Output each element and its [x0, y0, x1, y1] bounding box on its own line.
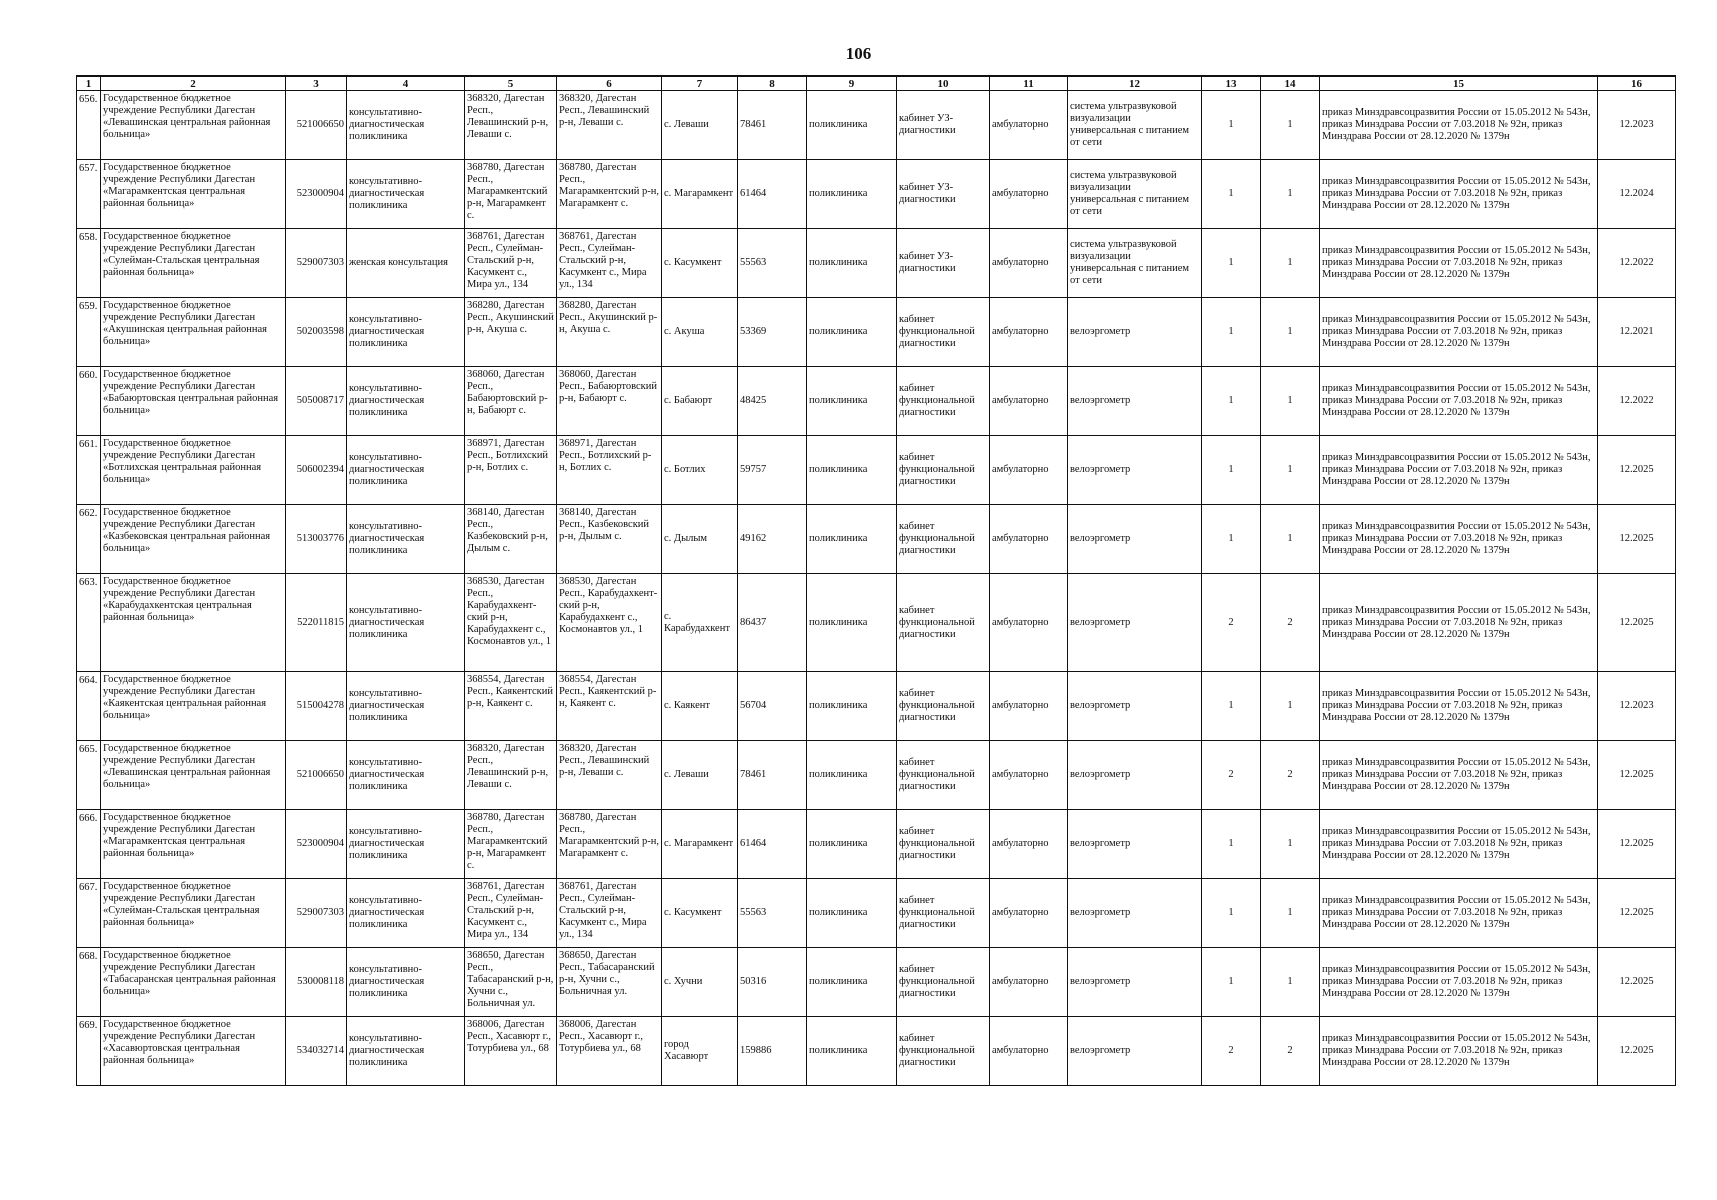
inn-code: 521006650	[286, 741, 347, 810]
room-name: кабинет УЗ-диагностики	[897, 91, 990, 160]
legal-address: 368320, Дагестан Респ., Левашинский р-н, Леваши с.	[465, 741, 557, 810]
locality: с. Леваши	[662, 741, 738, 810]
equipment-name: велоэргометр	[1068, 810, 1202, 879]
actual-address: 368780, Дагестан Респ., Магарамкентский р-н, Магарамкент с.	[557, 810, 662, 879]
locality: с. Леваши	[662, 91, 738, 160]
col-header: 16	[1598, 76, 1676, 91]
deadline-date: 12.2025	[1598, 879, 1676, 948]
organization-name: Государственное бюджетное учреждение Республики Дагестан «Казбековская центральная районная больница»	[101, 505, 286, 574]
actual-address: 368006, Дагестан Респ., Хасавюрт г., Тотурбиева ул., 68	[557, 1017, 662, 1086]
locality: с. Магарамкент	[662, 810, 738, 879]
table-row	[77, 879, 1676, 948]
inn-code: 529007303	[286, 229, 347, 298]
inn-code: 505008717	[286, 367, 347, 436]
settlement-code: 78461	[738, 91, 807, 160]
col-header: 7	[662, 76, 738, 91]
col-header: 10	[897, 76, 990, 91]
organization-name: Государственное бюджетное учреждение Республики Дагестан «Табасаранская центральная районная больница»	[101, 948, 286, 1017]
row-number: 663.	[77, 574, 101, 672]
table-row	[77, 436, 1676, 505]
settlement-code: 49162	[738, 505, 807, 574]
legal-address: 368140, Дагестан Респ., Казбековский р-н, Дылым с.	[465, 505, 557, 574]
equipment-name: велоэргометр	[1068, 948, 1202, 1017]
room-name: кабинет УЗ-диагностики	[897, 229, 990, 298]
row-number: 667.	[77, 879, 101, 948]
table-row	[77, 810, 1676, 879]
actual-address: 368530, Дагестан Респ., Карабудахкент-ский р-н, Карабудахкент с., Космонавтов ул., 1	[557, 574, 662, 672]
deadline-date: 12.2022	[1598, 229, 1676, 298]
equipment-name: система ультразвуковой визуализации универсальная с питанием от сети	[1068, 229, 1202, 298]
row-number: 657.	[77, 160, 101, 229]
actual-address: 368971, Дагестан Респ., Ботлихский р-н, Ботлих с.	[557, 436, 662, 505]
table-body	[77, 91, 1676, 1086]
unit-name: консультативно-диагностическая поликлиника	[347, 367, 465, 436]
row-number: 660.	[77, 367, 101, 436]
inn-code: 502003598	[286, 298, 347, 367]
row-number: 656.	[77, 91, 101, 160]
quantity-required: 2	[1202, 741, 1261, 810]
room-name: кабинет функциональной диагностики	[897, 436, 990, 505]
inn-code: 530008118	[286, 948, 347, 1017]
col-header: 15	[1320, 76, 1598, 91]
header-row	[77, 76, 1676, 91]
inn-code: 515004278	[286, 672, 347, 741]
organization-name: Государственное бюджетное учреждение Республики Дагестан «Ботлихская центральная районная больница»	[101, 436, 286, 505]
deadline-date: 12.2023	[1598, 672, 1676, 741]
actual-address: 368650, Дагестан Респ., Табасаранский р-н, Хучни с., Больничная ул.	[557, 948, 662, 1017]
col-header: 6	[557, 76, 662, 91]
quantity-required: 1	[1202, 160, 1261, 229]
quantity-planned: 2	[1261, 741, 1320, 810]
organization-name: Государственное бюджетное учреждение Республики Дагестан «Левашинская центральная районная больница»	[101, 741, 286, 810]
equipment-name: велоэргометр	[1068, 505, 1202, 574]
col-header: 8	[738, 76, 807, 91]
unit-name: консультативно-диагностическая поликлиника	[347, 741, 465, 810]
table-row	[77, 1017, 1676, 1086]
quantity-planned: 1	[1261, 91, 1320, 160]
inn-code: 521006650	[286, 91, 347, 160]
facility-type: поликлиника	[807, 229, 897, 298]
facility-type: поликлиника	[807, 160, 897, 229]
table-row	[77, 160, 1676, 229]
legal-address: 368530, Дагестан Респ., Карабудахкент-ский р-н, Карабудахкент с., Космонавтов ул., 1	[465, 574, 557, 672]
organization-name: Государственное бюджетное учреждение Республики Дагестан «Магарамкентская центральная районная больница»	[101, 160, 286, 229]
table-row	[77, 298, 1676, 367]
care-mode: амбулаторно	[990, 160, 1068, 229]
page-number: 106	[845, 44, 872, 63]
legal-address: 368761, Дагестан Респ., Сулейман-Стальский р-н, Касумкент с., Мира ул., 134	[465, 229, 557, 298]
quantity-planned: 1	[1261, 505, 1320, 574]
quantity-required: 1	[1202, 879, 1261, 948]
inn-code: 529007303	[286, 879, 347, 948]
care-mode: амбулаторно	[990, 505, 1068, 574]
room-name: кабинет функциональной диагностики	[897, 879, 990, 948]
facility-type: поликлиника	[807, 298, 897, 367]
quantity-planned: 2	[1261, 1017, 1320, 1086]
equipment-name: велоэргометр	[1068, 1017, 1202, 1086]
col-header: 14	[1261, 76, 1320, 91]
settlement-code: 78461	[738, 741, 807, 810]
facility-type: поликлиника	[807, 505, 897, 574]
care-mode: амбулаторно	[990, 879, 1068, 948]
unit-name: консультативно-диагностическая поликлиника	[347, 160, 465, 229]
organization-name: Государственное бюджетное учреждение Республики Дагестан «Хасавюртовская центральная районная больница»	[101, 1017, 286, 1086]
col-header: 12	[1068, 76, 1202, 91]
unit-name: консультативно-диагностическая поликлиника	[347, 879, 465, 948]
facility-type: поликлиника	[807, 91, 897, 160]
legal-address: 368780, Дагестан Респ., Магарамкентский р-н, Магарамкент с.	[465, 160, 557, 229]
settlement-code: 50316	[738, 948, 807, 1017]
row-number: 661.	[77, 436, 101, 505]
inn-code: 534032714	[286, 1017, 347, 1086]
deadline-date: 12.2025	[1598, 810, 1676, 879]
quantity-required: 2	[1202, 1017, 1261, 1086]
organization-name: Государственное бюджетное учреждение Республики Дагестан «Карабудахкентская центральная районная больница»	[101, 574, 286, 672]
locality: с. Касумкент	[662, 229, 738, 298]
settlement-code: 159886	[738, 1017, 807, 1086]
room-name: кабинет функциональной диагностики	[897, 810, 990, 879]
inn-code: 522011815	[286, 574, 347, 672]
care-mode: амбулаторно	[990, 948, 1068, 1017]
col-header: 2	[101, 76, 286, 91]
quantity-required: 1	[1202, 229, 1261, 298]
equipment-name: велоэргометр	[1068, 298, 1202, 367]
deadline-date: 12.2025	[1598, 741, 1676, 810]
regulation-reference: приказ Минздравсоцразвития России от 15.05.2012 № 543н, приказ Минздрава России от 7.03.2018 № 92н, приказ Минздрава России от 28.12.2020 № 1379н	[1320, 672, 1598, 741]
regulation-reference: приказ Минздравсоцразвития России от 15.05.2012 № 543н, приказ Минздрава России от 7.03.2018 № 92н, приказ Минздрава России от 28.12.2020 № 1379н	[1320, 91, 1598, 160]
quantity-required: 2	[1202, 574, 1261, 672]
regulation-reference: приказ Минздравсоцразвития России от 15.05.2012 № 543н, приказ Минздрава России от 7.03.2018 № 92н, приказ Минздрава России от 28.12.2020 № 1379н	[1320, 810, 1598, 879]
locality: с. Карабудахкент	[662, 574, 738, 672]
facility-type: поликлиника	[807, 810, 897, 879]
locality: с. Касумкент	[662, 879, 738, 948]
unit-name: консультативно-диагностическая поликлиника	[347, 810, 465, 879]
care-mode: амбулаторно	[990, 229, 1068, 298]
quantity-planned: 2	[1261, 574, 1320, 672]
equipment-name: система ультразвуковой визуализации универсальная с питанием от сети	[1068, 160, 1202, 229]
locality: с. Бабаюрт	[662, 367, 738, 436]
settlement-code: 59757	[738, 436, 807, 505]
regulation-reference: приказ Минздравсоцразвития России от 15.05.2012 № 543н, приказ Минздрава России от 7.03.2018 № 92н, приказ Минздрава России от 28.12.2020 № 1379н	[1320, 741, 1598, 810]
regulation-reference: приказ Минздравсоцразвития России от 15.05.2012 № 543н, приказ Минздрава России от 7.03.2018 № 92н, приказ Минздрава России от 28.12.2020 № 1379н	[1320, 229, 1598, 298]
settlement-code: 55563	[738, 879, 807, 948]
care-mode: амбулаторно	[990, 1017, 1068, 1086]
facility-type: поликлиника	[807, 1017, 897, 1086]
actual-address: 368140, Дагестан Респ., Казбековский р-н, Дылым с.	[557, 505, 662, 574]
equipment-name: велоэргометр	[1068, 672, 1202, 741]
room-name: кабинет функциональной диагностики	[897, 505, 990, 574]
care-mode: амбулаторно	[990, 298, 1068, 367]
actual-address: 368761, Дагестан Респ., Сулейман-Стальский р-н, Касумкент с., Мира ул., 134	[557, 879, 662, 948]
deadline-date: 12.2021	[1598, 298, 1676, 367]
quantity-planned: 1	[1261, 948, 1320, 1017]
unit-name: консультативно-диагностическая поликлиника	[347, 574, 465, 672]
room-name: кабинет функциональной диагностики	[897, 1017, 990, 1086]
quantity-planned: 1	[1261, 879, 1320, 948]
table-row	[77, 229, 1676, 298]
equipment-name: велоэргометр	[1068, 367, 1202, 436]
settlement-code: 48425	[738, 367, 807, 436]
deadline-date: 12.2022	[1598, 367, 1676, 436]
care-mode: амбулаторно	[990, 574, 1068, 672]
settlement-code: 86437	[738, 574, 807, 672]
settlement-code: 56704	[738, 672, 807, 741]
locality: с. Каякент	[662, 672, 738, 741]
col-header: 3	[286, 76, 347, 91]
inn-code: 523000904	[286, 160, 347, 229]
equipment-name: велоэргометр	[1068, 741, 1202, 810]
table-row	[77, 505, 1676, 574]
actual-address: 368780, Дагестан Респ., Магарамкентский р-н, Магарамкент с.	[557, 160, 662, 229]
col-header: 1	[77, 76, 101, 91]
deadline-date: 12.2025	[1598, 574, 1676, 672]
actual-address: 368280, Дагестан Респ., Акушинский р-н, Акуша с.	[557, 298, 662, 367]
col-header: 13	[1202, 76, 1261, 91]
regulation-reference: приказ Минздравсоцразвития России от 15.05.2012 № 543н, приказ Минздрава России от 7.03.2018 № 92н, приказ Минздрава России от 28.12.2020 № 1379н	[1320, 879, 1598, 948]
quantity-required: 1	[1202, 91, 1261, 160]
legal-address: 368650, Дагестан Респ., Табасаранский р-н, Хучни с., Больничная ул.	[465, 948, 557, 1017]
care-mode: амбулаторно	[990, 367, 1068, 436]
room-name: кабинет функциональной диагностики	[897, 367, 990, 436]
care-mode: амбулаторно	[990, 436, 1068, 505]
table-row	[77, 672, 1676, 741]
row-number: 666.	[77, 810, 101, 879]
room-name: кабинет функциональной диагностики	[897, 948, 990, 1017]
regulation-reference: приказ Минздравсоцразвития России от 15.05.2012 № 543н, приказ Минздрава России от 7.03.2018 № 92н, приказ Минздрава России от 28.12.2020 № 1379н	[1320, 160, 1598, 229]
legal-address: 368971, Дагестан Респ., Ботлихский р-н, Ботлих с.	[465, 436, 557, 505]
equipment-name: велоэргометр	[1068, 436, 1202, 505]
quantity-required: 1	[1202, 948, 1261, 1017]
facility-type: поликлиника	[807, 367, 897, 436]
quantity-planned: 1	[1261, 810, 1320, 879]
quantity-required: 1	[1202, 810, 1261, 879]
legal-address: 368006, Дагестан Респ., Хасавюрт г., Тотурбиева ул., 68	[465, 1017, 557, 1086]
actual-address: 368060, Дагестан Респ., Бабаюртовский р-н, Бабаюрт с.	[557, 367, 662, 436]
settlement-code: 61464	[738, 810, 807, 879]
facility-type: поликлиника	[807, 672, 897, 741]
equipment-name: велоэргометр	[1068, 574, 1202, 672]
facility-type: поликлиника	[807, 948, 897, 1017]
room-name: кабинет функциональной диагностики	[897, 741, 990, 810]
table-row	[77, 91, 1676, 160]
organization-name: Государственное бюджетное учреждение Республики Дагестан «Бабаюртовская центральная районная больница»	[101, 367, 286, 436]
deadline-date: 12.2025	[1598, 948, 1676, 1017]
locality: с. Дылым	[662, 505, 738, 574]
equipment-name: система ультразвуковой визуализации универсальная с питанием от сети	[1068, 91, 1202, 160]
regulation-reference: приказ Минздравсоцразвития России от 15.05.2012 № 543н, приказ Минздрава России от 7.03.2018 № 92н, приказ Минздрава России от 28.12.2020 № 1379н	[1320, 948, 1598, 1017]
regulation-reference: приказ Минздравсоцразвития России от 15.05.2012 № 543н, приказ Минздрава России от 7.03.2018 № 92н, приказ Минздрава России от 28.12.2020 № 1379н	[1320, 505, 1598, 574]
col-header: 4	[347, 76, 465, 91]
facility-type: поликлиника	[807, 436, 897, 505]
equipment-name: велоэргометр	[1068, 879, 1202, 948]
table-row	[77, 948, 1676, 1017]
inn-code: 513003776	[286, 505, 347, 574]
actual-address: 368761, Дагестан Респ., Сулейман-Стальский р-н, Касумкент с., Мира ул., 134	[557, 229, 662, 298]
organization-name: Государственное бюджетное учреждение Республики Дагестан «Левашинская центральная районная больница»	[101, 91, 286, 160]
quantity-planned: 1	[1261, 672, 1320, 741]
locality: с. Ботлих	[662, 436, 738, 505]
table-row	[77, 367, 1676, 436]
col-header: 5	[465, 76, 557, 91]
settlement-code: 55563	[738, 229, 807, 298]
organization-name: Государственное бюджетное учреждение Республики Дагестан «Сулейман-Стальская центральная районная больница»	[101, 879, 286, 948]
regulation-reference: приказ Минздравсоцразвития России от 15.05.2012 № 543н, приказ Минздрава России от 7.03.2018 № 92н, приказ Минздрава России от 28.12.2020 № 1379н	[1320, 436, 1598, 505]
quantity-planned: 1	[1261, 367, 1320, 436]
organization-name: Государственное бюджетное учреждение Республики Дагестан «Каякентская центральная районная больница»	[101, 672, 286, 741]
actual-address: 368320, Дагестан Респ., Левашинский р-н, Леваши с.	[557, 741, 662, 810]
table-row	[77, 741, 1676, 810]
settlement-code: 61464	[738, 160, 807, 229]
col-header: 11	[990, 76, 1068, 91]
legal-address: 368554, Дагестан Респ., Каякентский р-н, Каякент с.	[465, 672, 557, 741]
locality: город Хасавюрт	[662, 1017, 738, 1086]
row-number: 669.	[77, 1017, 101, 1086]
row-number: 658.	[77, 229, 101, 298]
unit-name: консультативно-диагностическая поликлиника	[347, 505, 465, 574]
table-row	[77, 574, 1676, 672]
deadline-date: 12.2023	[1598, 91, 1676, 160]
facility-type: поликлиника	[807, 574, 897, 672]
room-name: кабинет функциональной диагностики	[897, 574, 990, 672]
room-name: кабинет функциональной диагностики	[897, 298, 990, 367]
actual-address: 368554, Дагестан Респ., Каякентский р-н, Каякент с.	[557, 672, 662, 741]
legal-address: 368060, Дагестан Респ., Бабаюртовский р-н, Бабаюрт с.	[465, 367, 557, 436]
row-number: 659.	[77, 298, 101, 367]
care-mode: амбулаторно	[990, 91, 1068, 160]
row-number: 668.	[77, 948, 101, 1017]
legal-address: 368780, Дагестан Респ., Магарамкентский р-н, Магарамкент с.	[465, 810, 557, 879]
legal-address: 368761, Дагестан Респ., Сулейман-Стальский р-н, Касумкент с., Мира ул., 134	[465, 879, 557, 948]
regulation-reference: приказ Минздравсоцразвития России от 15.05.2012 № 543н, приказ Минздрава России от 7.03.2018 № 92н, приказ Минздрава России от 28.12.2020 № 1379н	[1320, 574, 1598, 672]
quantity-planned: 1	[1261, 436, 1320, 505]
deadline-date: 12.2025	[1598, 505, 1676, 574]
organization-name: Государственное бюджетное учреждение Республики Дагестан «Магарамкентская центральная районная больница»	[101, 810, 286, 879]
room-name: кабинет УЗ-диагностики	[897, 160, 990, 229]
row-number: 664.	[77, 672, 101, 741]
quantity-planned: 1	[1261, 229, 1320, 298]
quantity-required: 1	[1202, 505, 1261, 574]
unit-name: консультативно-диагностическая поликлиника	[347, 672, 465, 741]
legal-address: 368280, Дагестан Респ., Акушинский р-н, Акуша с.	[465, 298, 557, 367]
facility-type: поликлиника	[807, 741, 897, 810]
care-mode: амбулаторно	[990, 672, 1068, 741]
unit-name: консультативно-диагностическая поликлиника	[347, 948, 465, 1017]
unit-name: консультативно-диагностическая поликлиника	[347, 1017, 465, 1086]
organization-name: Государственное бюджетное учреждение Республики Дагестан «Сулейман-Стальская центральная районная больница»	[101, 229, 286, 298]
unit-name: консультативно-диагностическая поликлиника	[347, 436, 465, 505]
regulation-reference: приказ Минздравсоцразвития России от 15.05.2012 № 543н, приказ Минздрава России от 7.03.2018 № 92н, приказ Минздрава России от 28.12.2020 № 1379н	[1320, 1017, 1598, 1086]
quantity-required: 1	[1202, 436, 1261, 505]
actual-address: 368320, Дагестан Респ., Левашинский р-н, Леваши с.	[557, 91, 662, 160]
quantity-planned: 1	[1261, 298, 1320, 367]
locality: с. Хучни	[662, 948, 738, 1017]
quantity-planned: 1	[1261, 160, 1320, 229]
quantity-required: 1	[1202, 367, 1261, 436]
locality: с. Акуша	[662, 298, 738, 367]
unit-name: консультативно-диагностическая поликлиника	[347, 298, 465, 367]
legal-address: 368320, Дагестан Респ., Левашинский р-н, Леваши с.	[465, 91, 557, 160]
unit-name: женская консультация	[347, 229, 465, 298]
regulation-reference: приказ Минздравсоцразвития России от 15.05.2012 № 543н, приказ Минздрава России от 7.03.2018 № 92н, приказ Минздрава России от 28.12.2020 № 1379н	[1320, 367, 1598, 436]
quantity-required: 1	[1202, 298, 1261, 367]
inn-code: 506002394	[286, 436, 347, 505]
organization-name: Государственное бюджетное учреждение Республики Дагестан «Акушинская центральная районная больница»	[101, 298, 286, 367]
unit-name: консультативно-диагностическая поликлиника	[347, 91, 465, 160]
regulation-reference: приказ Минздравсоцразвития России от 15.05.2012 № 543н, приказ Минздрава России от 7.03.2018 № 92н, приказ Минздрава России от 28.12.2020 № 1379н	[1320, 298, 1598, 367]
care-mode: амбулаторно	[990, 810, 1068, 879]
deadline-date: 12.2024	[1598, 160, 1676, 229]
row-number: 665.	[77, 741, 101, 810]
facility-type: поликлиника	[807, 879, 897, 948]
deadline-date: 12.2025	[1598, 1017, 1676, 1086]
equipment-table	[76, 75, 1676, 1086]
inn-code: 523000904	[286, 810, 347, 879]
locality: с. Магарамкент	[662, 160, 738, 229]
care-mode: амбулаторно	[990, 741, 1068, 810]
settlement-code: 53369	[738, 298, 807, 367]
room-name: кабинет функциональной диагностики	[897, 672, 990, 741]
col-header: 9	[807, 76, 897, 91]
row-number: 662.	[77, 505, 101, 574]
deadline-date: 12.2025	[1598, 436, 1676, 505]
quantity-required: 1	[1202, 672, 1261, 741]
